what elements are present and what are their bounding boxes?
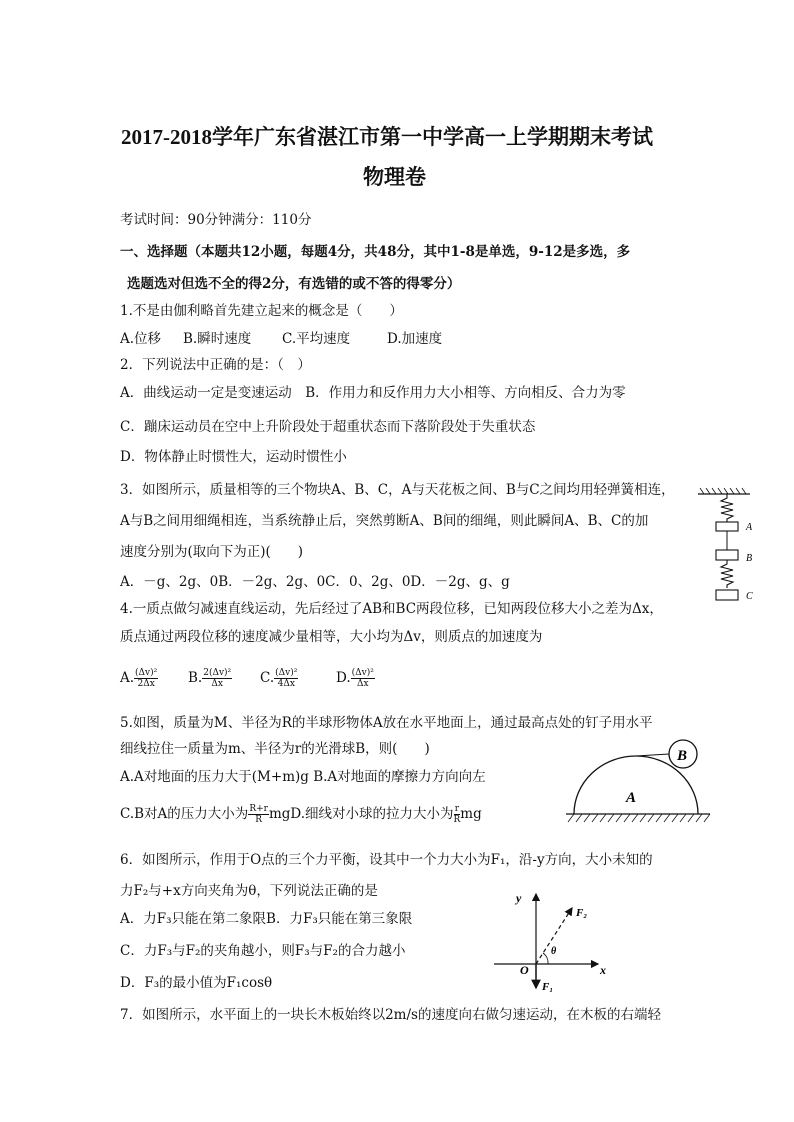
question-2-options-ab: A．曲线运动一定是变速运动 B．作用力和反作用力大小相等、方向相反、合力为零 bbox=[120, 385, 626, 401]
fraction-numerator: (Δv)² bbox=[135, 668, 158, 678]
question-6-options-ab: A．力F₃只能在第二象限B．力F₃只能在第三象限 bbox=[120, 911, 413, 927]
question-6-option-c: C．力F₃与F₂的夹角越小，则F₃与F₂的合力越小 bbox=[120, 943, 406, 959]
string bbox=[636, 754, 669, 756]
option-label: A. bbox=[120, 670, 135, 686]
question-1-option-d: D.加速度 bbox=[387, 331, 443, 347]
question-3-line-1: 3．如图所示，质量相等的三个物块A、B、C，A与天花板之间、B与C之间均用轻弹簧相连， bbox=[120, 482, 675, 498]
page-subtitle: 物理卷 bbox=[363, 165, 426, 189]
question-3-options: A．－g、2g、0B．－2g、2g、0C．0、2g、0D．－2g、g、g bbox=[120, 574, 510, 590]
option-fraction bbox=[202, 668, 232, 689]
question-5-line-1: 5.如图，质量为M、半径为R的半球形物体A放在水平地面上，通过最高点处的钉子用水平 bbox=[120, 715, 653, 731]
option-c-fraction bbox=[248, 804, 269, 825]
fraction-numerator: r bbox=[454, 804, 460, 814]
section-heading: 一、选择题（本题共12小题，每题4分，共48分，其中1-8是单选，9-12是多选，多 bbox=[120, 244, 631, 260]
question-2-option-c: C．蹦床运动员在空中上升阶段处于超重状态而下落阶段处于失重状态 bbox=[120, 419, 536, 435]
label-a: A bbox=[626, 790, 637, 806]
theta-arc bbox=[543, 953, 548, 964]
option-d-text: mgD.细线对小球的拉力大小为 bbox=[268, 806, 454, 822]
block-c bbox=[716, 590, 738, 600]
block-b bbox=[716, 550, 738, 560]
fraction-numerator: (Δv)² bbox=[351, 668, 374, 678]
ceiling-hatch bbox=[700, 488, 746, 494]
question-4-option-b bbox=[188, 668, 232, 689]
question-6-line-1: 6．如图所示，作用于O点的三个力平衡，设其中一个力大小为F₁，沿-y方向，大小未知的 bbox=[120, 852, 653, 868]
fraction-denominator: R bbox=[255, 815, 263, 825]
label-b: B bbox=[677, 748, 688, 764]
hemisphere-figure bbox=[562, 732, 714, 830]
question-4-option-d bbox=[336, 668, 375, 689]
ground-hatch bbox=[568, 814, 710, 822]
option-fraction bbox=[134, 668, 158, 689]
lower-spring bbox=[721, 560, 733, 588]
y-label: y bbox=[516, 891, 522, 905]
option-d-unit: mg bbox=[460, 806, 482, 822]
spring-block-figure bbox=[694, 486, 766, 606]
question-4-line-2: 质点通过两段位移的速度减少量相等，大小均为Δv，则质点的加速度为 bbox=[120, 629, 543, 645]
question-3-line-2: A与B之间用细绳相连，当系统静止后，突然剪断A、B间的细绳，则此瞬间A、B、C的加 bbox=[120, 513, 649, 529]
label-a: A bbox=[746, 522, 753, 533]
question-4-line-1: 4.一质点做匀减速直线运动，先后经过了AB和BC两段位移，已知两段位移大小之差为Δx， bbox=[120, 601, 663, 617]
fraction-denominator: R bbox=[453, 815, 461, 825]
f2-label: F₂ bbox=[576, 907, 588, 919]
question-2-option-d: D．物体静止时惯性大，运动时惯性小 bbox=[120, 449, 347, 465]
option-c-text: C.B对A的压力大小为 bbox=[120, 806, 249, 822]
question-5-options-cd bbox=[120, 802, 482, 825]
fraction-denominator: Δx bbox=[356, 679, 369, 689]
question-3-line-3: 速度分别为(取向下为正)( ) bbox=[120, 544, 304, 560]
fraction-numerator: R+r bbox=[249, 804, 268, 814]
option-fraction bbox=[274, 668, 298, 689]
question-6-line-2: 力F₂与+x方向夹角为θ，下列说法正确的是 bbox=[120, 883, 378, 899]
question-1-option-c: C.平均速度 bbox=[282, 331, 351, 347]
theta-label: θ bbox=[551, 946, 557, 957]
label-b: B bbox=[746, 553, 753, 564]
question-7-line-1: 7．如图所示，水平面上的一块长木板始终以2m/s的速度向右做匀速运动，在木板的右端轻 bbox=[120, 1007, 661, 1023]
exam-info: 考试时间：90分钟满分：110分 bbox=[120, 212, 312, 228]
origin-label: O bbox=[520, 963, 529, 977]
fraction-denominator: 4Δx bbox=[277, 679, 295, 689]
page-title: 2017-2018学年广东省湛江市第一中学高一上学期期末考试 bbox=[121, 125, 653, 149]
question-1-stem: 1.不是由伽利略首先建立起来的概念是（ ） bbox=[120, 303, 403, 319]
question-5-options-ab: A.A对地面的压力大于(M+m)g B.A对地面的摩擦力方向向左 bbox=[120, 769, 486, 785]
question-6-option-d: D．F₃的最小值为F₁cosθ bbox=[120, 975, 273, 991]
upper-spring bbox=[721, 494, 733, 522]
question-4-option-a bbox=[120, 668, 158, 689]
block-a bbox=[716, 522, 738, 531]
question-4-option-c bbox=[260, 668, 298, 689]
option-fraction bbox=[351, 668, 375, 689]
fraction-denominator: Δx bbox=[211, 679, 223, 689]
force-diagram bbox=[490, 888, 614, 996]
question-1-option-b: B.瞬时速度 bbox=[183, 331, 252, 347]
f1-label: F₁ bbox=[542, 981, 554, 993]
question-5-line-2: 细线拉住一质量为m、半径为r的光滑球B，则( ) bbox=[120, 741, 430, 757]
label-c: C bbox=[746, 591, 753, 602]
option-label: B. bbox=[188, 670, 203, 686]
question-2-stem: 2．下列说法中正确的是：（ ） bbox=[120, 357, 311, 373]
option-label: C. bbox=[260, 670, 275, 686]
section-heading-cont: 选题选对但选不全的得2分，有选错的或不答的得零分） bbox=[127, 276, 461, 292]
option-label: D. bbox=[336, 670, 351, 686]
question-1-option-a: A.位移 bbox=[120, 331, 162, 347]
fraction-numerator: (Δv)² bbox=[275, 668, 298, 678]
x-label: x bbox=[600, 963, 606, 977]
fraction-denominator: 2Δx bbox=[137, 679, 155, 689]
fraction-numerator: 2(Δv)² bbox=[203, 668, 232, 678]
